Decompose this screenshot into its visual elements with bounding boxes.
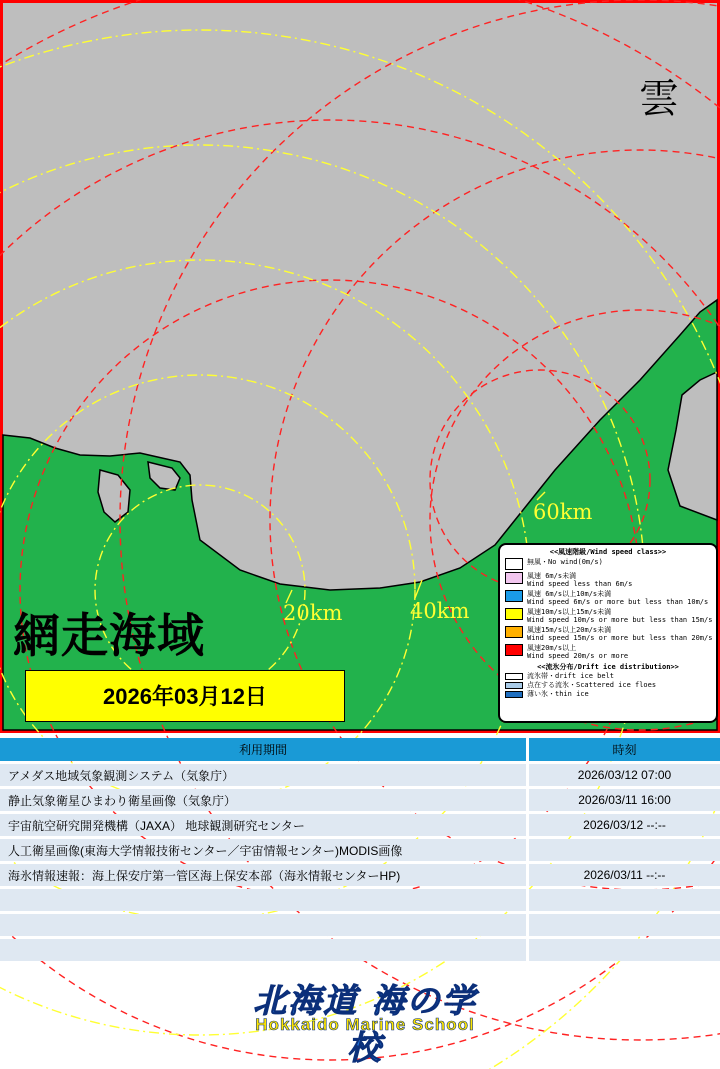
table-row <box>0 889 720 911</box>
time-cell: 2026/03/12 07:00 <box>529 764 720 786</box>
wind-swatch <box>505 572 523 584</box>
table-row <box>0 789 720 811</box>
source-table <box>0 735 720 964</box>
source-cell: 静止気象衛星ひまわり衛星画像（気象庁） <box>0 789 529 811</box>
source-cell: 人工衛星画像(東海大学情報技術センター／宇宙情報センター)MODIS画像 <box>0 839 529 861</box>
wind-legend-label: Wind speed 10m/s or more but less than 15m/s <box>527 616 713 624</box>
ice-legend-title: <<流氷分布/Drift ice distribution>> <box>537 663 679 671</box>
ice-legend-label: 流氷帯・drift ice belt <box>527 672 615 680</box>
table-row <box>0 939 720 961</box>
table-header-row <box>0 738 720 761</box>
ice-legend-item <box>505 690 711 698</box>
ice-legend-label: 薄い氷・thin ice <box>527 690 589 698</box>
distance-label-60km: 60km <box>533 500 593 524</box>
ice-legend-item <box>505 681 711 689</box>
wind-legend-label: Wind speed 15m/s or more but less than 20m/s <box>527 634 713 642</box>
ice-swatch <box>505 673 523 680</box>
cloud-label: 雲 <box>639 76 679 122</box>
time-cell <box>529 939 720 961</box>
source-cell: 宇宙航空研究開発機構（JAXA） 地球観測研究センター <box>0 814 529 836</box>
ice-swatch <box>505 682 523 689</box>
wind-legend-item <box>505 558 711 570</box>
wind-legend-title: <<風速階級/Wind speed class>> <box>549 548 667 556</box>
wind-legend-label: 風速20m/s以上 <box>527 644 577 652</box>
time-cell: 2026/03/11 --:-- <box>529 864 720 886</box>
table-row <box>0 864 720 886</box>
ice-swatch <box>505 691 523 698</box>
wind-swatch <box>505 558 523 570</box>
ice-legend-item <box>505 672 711 680</box>
wind-legend-item <box>505 608 711 624</box>
ice-legend-label: 点在する流氷・Scattered ice floes <box>527 681 657 689</box>
table-row <box>0 914 720 936</box>
table-row <box>0 764 720 786</box>
wind-swatch <box>505 590 523 602</box>
table-row <box>0 814 720 836</box>
distance-label-40km: 40km <box>410 599 470 623</box>
wind-legend-item <box>505 644 711 660</box>
source-cell: アメダス地域気象観測システム（気象庁） <box>0 764 529 786</box>
wind-legend-label: 無風・No wind(0m/s) <box>527 558 603 566</box>
wind-legend-label: 風速10m/s以上15m/s未満 <box>527 608 612 616</box>
source-cell <box>0 914 529 936</box>
source-cell <box>0 939 529 961</box>
wind-legend-item <box>505 590 711 606</box>
wind-legend-label: Wind speed less than 6m/s <box>527 580 633 588</box>
logo-japanese-text: 北海道 海の学校 <box>253 981 477 1067</box>
wind-legend-label: 風速 6m/s未満 <box>527 572 577 580</box>
column-header-time: 時刻 <box>529 738 720 761</box>
logo-english-text: Hokkaido Marine School <box>255 1015 475 1034</box>
legend-panel <box>498 543 718 723</box>
hokkaido-marine-school-logo <box>240 975 490 1067</box>
wind-swatch <box>505 626 523 638</box>
time-cell <box>529 889 720 911</box>
wind-legend-label: 風速 6m/s以上10m/s未満 <box>527 590 612 598</box>
time-cell <box>529 839 720 861</box>
table-row <box>0 839 720 861</box>
distance-label-20km: 20km <box>283 601 343 625</box>
date-box: 2026年03月12日 <box>25 670 345 722</box>
time-cell: 2026/03/12 --:-- <box>529 814 720 836</box>
wind-legend-label: Wind speed 6m/s or more but less than 10m/s <box>527 598 709 606</box>
wind-legend-label: Wind speed 20m/s or more <box>527 652 629 660</box>
wind-legend-item <box>505 626 711 642</box>
time-cell <box>529 914 720 936</box>
region-title: 網走海域 <box>13 609 205 664</box>
source-cell: 海氷情報速報：海上保安庁第一管区海上保安本部（海氷情報センターHP) <box>0 864 529 886</box>
wind-swatch <box>505 644 523 656</box>
source-cell <box>0 889 529 911</box>
wind-swatch <box>505 608 523 620</box>
time-cell: 2026/03/11 16:00 <box>529 789 720 811</box>
wind-legend-label: 風速15m/s以上20m/s未満 <box>527 626 612 634</box>
wind-legend-item <box>505 572 711 588</box>
column-header-period: 利用期間 <box>0 738 529 761</box>
